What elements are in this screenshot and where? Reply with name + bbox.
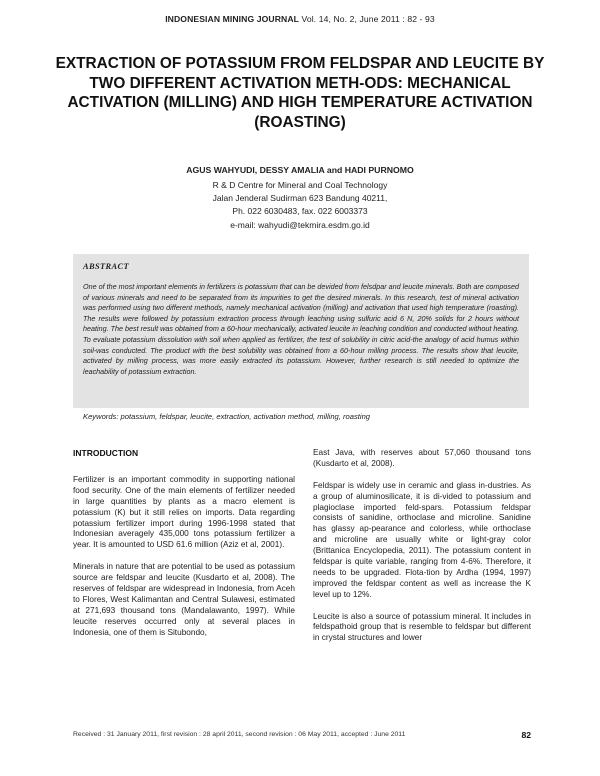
right-column bbox=[313, 448, 531, 655]
body-paragraph: East Java, with reserves about 57,060 thousand tons (Kusdarto et al, 2008). bbox=[313, 448, 531, 468]
affiliation-line: Ph. 022 6030483, fax. 022 6003373 bbox=[232, 206, 368, 217]
paper-title: EXTRACTION OF POTASSIUM FROM FELDSPAR AND LEUCITE BY TWO DIFFERENT ACTIVATION METH-ODS: MECHANICAL ACTIVATION (MILLING) AND HIGH TEMPERATURE ACTIVATION (ROASTING) bbox=[55, 55, 545, 131]
keywords: Keywords: potassium, feldspar, leucite, extraction, activation method, milling, roasting bbox=[83, 412, 371, 421]
section-heading-introduction: INTRODUCTION bbox=[73, 448, 139, 458]
submission-history: Received : 31 January 2011, first revision : 28 april 2011, second revision : 06 May 2011, accepted : June 2011 bbox=[73, 731, 406, 738]
running-header bbox=[0, 14, 600, 24]
left-column bbox=[73, 448, 295, 649]
abstract-heading: ABSTRACT bbox=[83, 262, 130, 271]
body-paragraph: Fertilizer is an important commodity in supporting national food security. One of the main elements of fertilizer needed in large quantities by plants as a macro element is potassium (K) but it still relies on imports. Data regarding potassium fertilizer import during 1996-1998 stated that Indonesian averagely 435,000 tons potassium fertilizer a year. It is amounted to USD 61.6 million (Aziz et al, 2001). bbox=[73, 474, 295, 550]
page-number: 82 bbox=[521, 730, 531, 740]
abstract-box bbox=[73, 254, 529, 408]
affiliation-line: Jalan Jenderal Sudirman 623 Bandung 40211, bbox=[212, 193, 388, 204]
affiliation bbox=[0, 179, 600, 232]
body-paragraph: Minerals in nature that are potential to be used as potassium source are feldspar and leucite (Kusdarto et al, 2008). The reserves of feldspar are widespread in Indonesia, from Aceh to Flores, West Kalimantan and Central Sulawesi, estimated at 271,693 thousand tons (Mandalawanto, 1997). While leucite reserves occurred only at several places in Indonesia, one of them is Situbondo, bbox=[73, 562, 295, 637]
affiliation-email: e-mail: wahyudi@tekmira.esdm.go.id bbox=[230, 219, 370, 230]
journal-name: INDONESIAN MINING JOURNAL bbox=[165, 14, 299, 24]
affiliation-line: R & D Centre for Mineral and Coal Technology bbox=[212, 180, 388, 190]
body-paragraph: Leucite is also a source of potassium mineral. It includes in feldspathoid group that is resemble to feldspar but different in crystal structures and lower bbox=[313, 611, 531, 643]
authors: AGUS WAHYUDI, DESSY AMALIA and HADI PURNOMO bbox=[186, 165, 414, 175]
body-paragraph: Feldspar is widely use in ceramic and glass in-dustries. As a group of aluminosilicate, it is di-vided to potassium and plagioclase imported feld-spars. Potassium feldspar consists of sanidine, orthoclase and microline. Sanidine has glassy ap-pearance and colorless, while orthoclase and microline are usually white or light-gray color (Brittanica Encyclopedia, 2011). The potassium content in feldspar is quite variable, ranging from 4-6%. Therefore, it needs to be upgraded. Flota-tion by Ardha (1994, 1997) improved the feldspar content as well as increase the K level up to 12%. bbox=[313, 480, 531, 599]
volume-info: Vol. 14, No. 2, June 2011 : 82 - 93 bbox=[301, 14, 435, 24]
abstract-text: One of the most important elements in fertilizers is potassium that can be devided from felsdpar and leucite minerals. Both are composed of various minerals and need to be separated from its impurities to get the desired minerals. In this research, test of mineral activation was performed using two different methods, namely mechanical activation (milling) and activation that used high temperature (roasting). The results were followed by potassium extraction process through leaching using sulfuric acid 6 N, 20% solids for 2 hours without heating. The best result was obtained from a 60-hour mechanically, activated leucite in leaching condition and conducted without heating. To evaluate potassium dissolution with soil when applied as fertilizer, the test of solubility in citric acid-the analogy of acid humus within soil-was conducted. The product with the best solubility was obtained from a 60-hour milling process. The results show that leucite, activated by milling process, was more easily extracted its potassium. However, further research is still needed to optimize the leachability of potassium extraction. bbox=[83, 282, 519, 376]
